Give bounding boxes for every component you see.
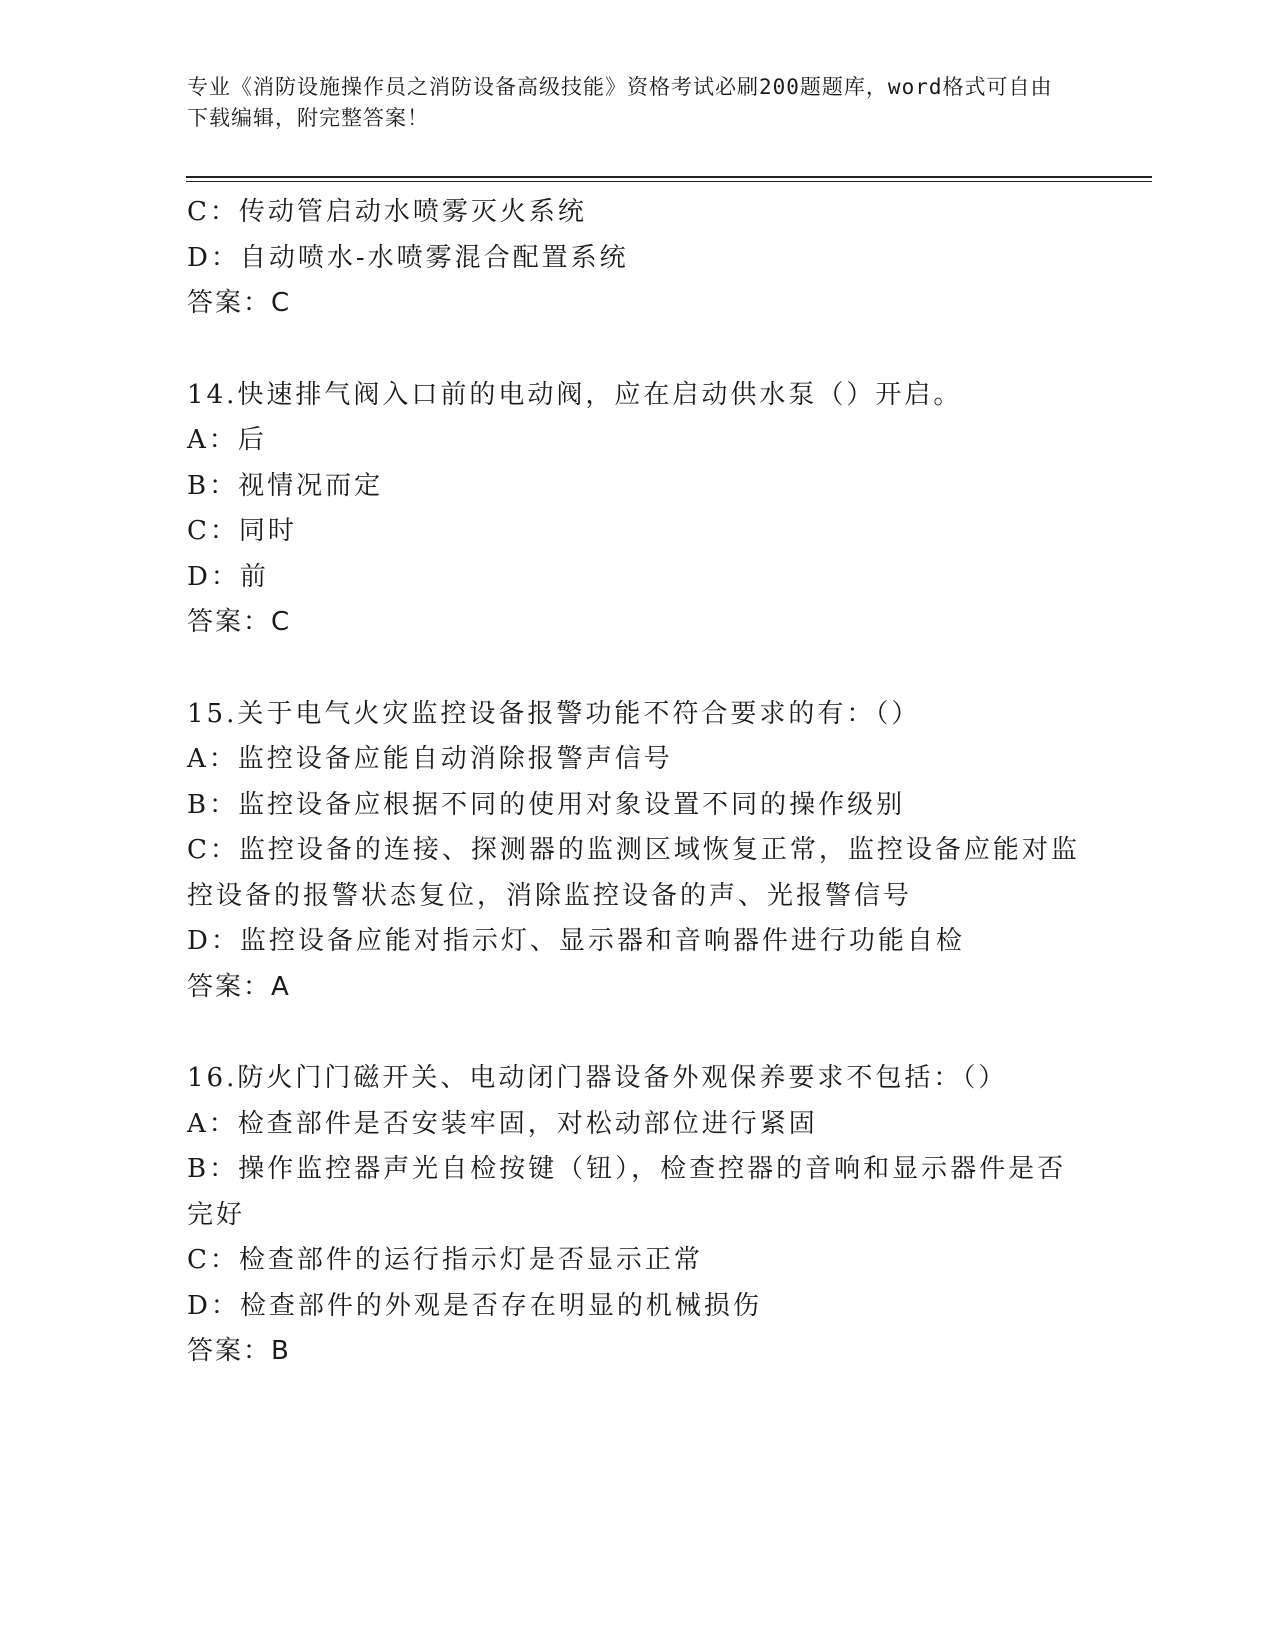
q16-option-c: C：检查部件的运行指示灯是否显示正常 bbox=[187, 1245, 703, 1275]
q16-option-a: A：检查部件是否安装牢固，对松动部位进行紧固 bbox=[187, 1108, 818, 1139]
q16-option-d: D：检查部件的外观是否存在明显的机械损伤 bbox=[187, 1290, 762, 1321]
header-rule-thin bbox=[186, 181, 1152, 182]
spacer bbox=[187, 646, 1087, 692]
q14-option-d: D：前 bbox=[187, 561, 269, 592]
q16-answer: 答案：B bbox=[187, 1336, 291, 1366]
q13-answer: 答案：C bbox=[187, 288, 292, 318]
header-rule bbox=[186, 176, 1152, 178]
q15-option-c-line1: C：监控设备的连接、探测器的监测区域恢复正常，监控设备应能对监 bbox=[187, 835, 1080, 865]
q16-option-b-line2: 完好 bbox=[187, 1199, 246, 1230]
spacer bbox=[187, 1010, 1087, 1056]
q14-option-b: B：视情况而定 bbox=[187, 470, 384, 501]
q14-option-a: A：后 bbox=[187, 425, 267, 455]
q15-option-c-line2: 控设备的报警状态复位，消除监控设备的声、光报警信号 bbox=[187, 880, 913, 911]
q15-answer: 答案：A bbox=[187, 971, 291, 1002]
q15-option-d: D：监控设备应能对指示灯、显示器和音响器件进行功能自检 bbox=[187, 926, 965, 956]
q13-option-d: D：自动喷水-水喷雾混合配置系统 bbox=[187, 242, 629, 273]
q15-question: 15.关于电气火灾监控设备报警功能不符合要求的有：（） bbox=[187, 698, 921, 729]
spacer bbox=[187, 327, 1087, 373]
q14-option-c: C：同时 bbox=[187, 516, 297, 546]
q15-option-b: B：监控设备应根据不同的使用对象设置不同的操作级别 bbox=[187, 789, 906, 820]
q14-answer: 答案：C bbox=[187, 607, 292, 637]
q15-option-a: A：监控设备应能自动消除报警声信号 bbox=[187, 744, 673, 774]
q13-option-c: C：传动管启动水喷雾灭火系统 bbox=[187, 197, 587, 227]
document-header: 专业《消防设施操作员之消防设备高级技能》资格考试必刷200题题库，word格式可自由下载编辑，附完整答案！ bbox=[187, 75, 1053, 130]
question-list bbox=[187, 190, 1087, 1375]
q16-option-b-line1: B：操作监控器声光自检按键（钮），检查控器的音响和显示器件是否 bbox=[187, 1154, 1067, 1184]
q16-question: 16.防火门门磁开关、电动闭门器设备外观保养要求不包括：（） bbox=[187, 1063, 1008, 1093]
q14-question: 14.快速排气阀入口前的电动阀，应在启动供水泵（）开启。 bbox=[187, 379, 963, 410]
